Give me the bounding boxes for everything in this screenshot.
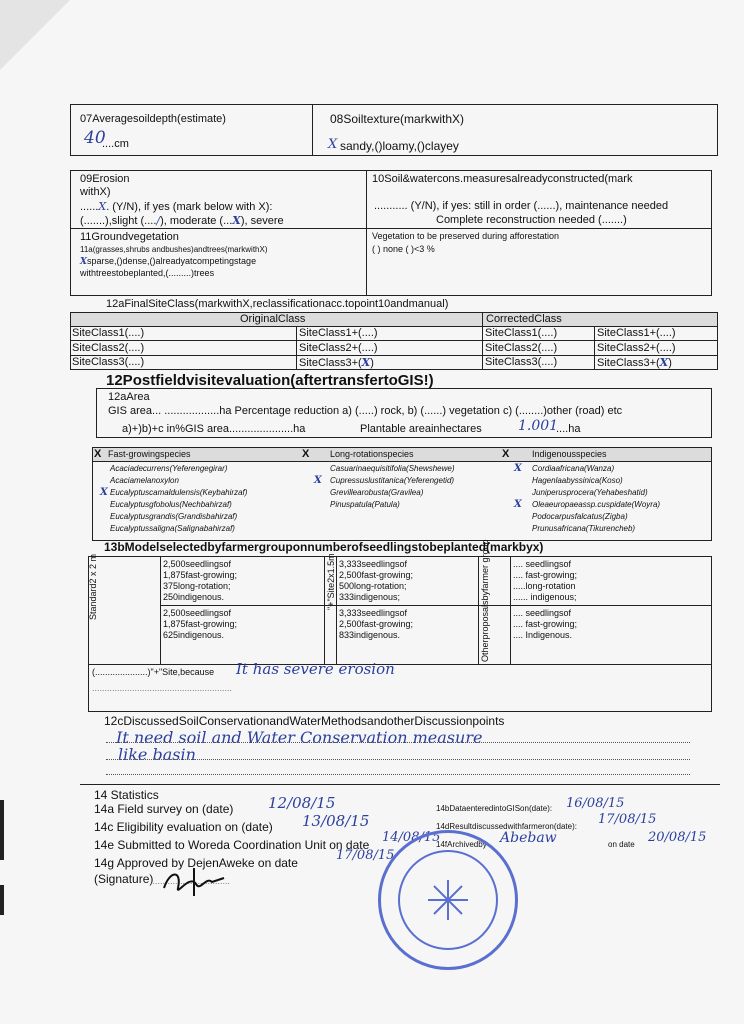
model-cell-line: 2,500seedlingsof (163, 608, 232, 618)
species-item: Hagenlaabyssinica(Koso) (532, 476, 623, 485)
species-item: Pinuspatula(Patula) (330, 500, 400, 509)
species-item: Eucalyptusgrandis(Grandisbahirzaf) (110, 512, 238, 521)
soil-depth-unit: ....cm (102, 138, 129, 150)
gis-area-line: GIS area... ..................ha Percentage reduction a) (.....) rock, b) (......) vegetation c) (........)other (road) etc (108, 405, 623, 417)
site-class-cell: SiteClass3+(X) (299, 356, 374, 369)
species-item: Cupressuslustitanica(Yeferengetid) (330, 476, 455, 485)
model-cell-line: 500long-rotation; (339, 581, 407, 591)
model-cell-line: 833indigenous. (339, 630, 401, 640)
species-mark: X (514, 499, 522, 510)
signature-label: (Signature) (94, 872, 154, 886)
final-site-class-title: 12aFinalSiteClass(markwithX,reclassificationacc.topoint10andmanual) (106, 298, 449, 310)
site-class-cell: SiteClass1(....) (72, 327, 145, 339)
model-cell-line: .... fast-growing; (513, 570, 578, 580)
model-cell-line: .... Indigenous. (513, 630, 573, 640)
page-fold-corner (0, 0, 70, 70)
species-item: Acaciadecurrens(Yeferengegirar) (110, 464, 228, 473)
model-cell-line: .....long-rotation (513, 581, 576, 591)
erosion-severity-line: (.......),slight (..../), moderate (...X), severe (80, 214, 284, 227)
site-class-cell: SiteClass1+(....) (597, 327, 676, 339)
species-mark: X (100, 487, 108, 498)
site-class-cell: SiteClass1(....) (485, 327, 558, 339)
site-class-cell: SiteClass1+(....) (299, 327, 378, 339)
model-cell-line: 375long-rotation; (163, 581, 231, 591)
species-mark: X (314, 475, 322, 486)
model-cell-line: .... fast-growing; (513, 619, 578, 629)
species-item: Cordiaafricana(Wanza) (532, 464, 615, 473)
species-item: Acaciamelanoxylon (110, 476, 179, 485)
model-cell-line: 250indigenous. (163, 592, 225, 602)
field-survey-date: 12/08/15 (268, 794, 336, 812)
ground-vegetation-line2: 11a(grasses,shrubs andbushes)andtrees(markwithX) (80, 245, 268, 254)
site-class-cell: SiteClass2+(....) (299, 342, 378, 354)
model-vert-site: "+"Site2x1.5m (326, 553, 336, 610)
corrected-class-header: CorrectedClass (486, 313, 562, 325)
model-cell-line: 3,333seedlingsof (339, 559, 408, 569)
soil-texture-mark: X (328, 137, 338, 152)
species-col-x: X (502, 448, 510, 460)
soil-water-measures-label: 10Soil&watercons.measuresalreadyconstructed(mark (372, 173, 633, 185)
binding-mark (0, 800, 4, 860)
species-item: Prunusafricana(Tikurencheb) (532, 524, 636, 533)
eligibility-label: 14c Eligibility evaluation on (date) (94, 820, 273, 834)
erosion-label-2: withX) (80, 186, 111, 198)
vegetation-preserved-label: Vegetation to be preserved during afforestation (372, 231, 559, 241)
gis-entered-date: 16/08/15 (566, 796, 625, 811)
species-item: Grevillearobusta(Gravilea) (330, 488, 424, 497)
model-cell-line: 2,500fast-growing; (339, 570, 414, 580)
model-cell-line: .... seedlingsof (513, 559, 572, 569)
discussed-methods-handwriting-2: like basin (118, 745, 196, 764)
species-header-fast: Fast-growingspecies (108, 449, 191, 459)
species-header-long: Long-rotationspecies (330, 449, 414, 459)
archived-date: 20/08/15 (648, 830, 707, 845)
species-item: Juniperusprocera(Yehabeshatid) (532, 488, 648, 497)
species-item: Eucalyptuscamaldulensis(Keybahirzaf) (110, 488, 248, 497)
eligibility-date: 13/08/15 (302, 812, 370, 830)
gis-area-calc: a)+)b)+c in%GIS area.....................ha (122, 423, 306, 435)
site-class-cell: SiteClass2+(....) (597, 342, 676, 354)
species-item: Casuarinaequisitifolia(Shewshewe) (330, 464, 455, 473)
species-header-indigenous: Indigenousspecies (532, 449, 607, 459)
archived-by-name: Abebaw (500, 830, 557, 846)
gis-entered-label: 14bDataenteredintoGISon(date): (436, 804, 553, 813)
submitted-label: 14e Submitted to Woreda Coordination Unit on date (94, 838, 370, 852)
species-item: Podocarpusfalcatus(Zigba) (532, 512, 628, 521)
species-item: Oleaeuropaeassp.cuspidate(Woyra) (532, 500, 661, 509)
plantable-area-unit: ....ha (556, 423, 581, 435)
model-vert-other: Otherproposalsbyfarmer group (480, 539, 490, 662)
species-item: Eucalyptussaligna(Salignabahirzaf) (110, 524, 235, 533)
model-cell-line: 1,875fast-growing; (163, 619, 238, 629)
model-cell-line: .... seedlingsof (513, 608, 572, 618)
area-label: 12aArea (108, 391, 150, 403)
site-class-cell: SiteClass3(....) (485, 356, 558, 368)
soil-texture-label: 08Soiltexture(markwithX) (330, 112, 465, 126)
ground-vegetation-label: 11Groundvegetation (80, 231, 179, 243)
model-because-dotline: ........................................................ (92, 683, 233, 693)
site-class-cell: SiteClass2(....) (72, 342, 145, 354)
ground-vegetation-line3: Xsparse,()dense,()alreadyatcompetingstage (80, 256, 257, 267)
approved-label: 14g Approved by DejenAweke on date (94, 856, 298, 870)
model-cell-line: 625indigenous. (163, 630, 225, 640)
soil-depth-label: 07Averagesoildepth(estimate) (80, 113, 226, 125)
post-field-evaluation-title: 12Postfieldvisitevaluation(aftertransfertoGIS!) (106, 372, 434, 389)
soil-water-measures-line3: Complete reconstruction needed (.......) (436, 214, 627, 226)
discussed-methods-title: 12cDiscussedSoilConservationandWaterMethodsandotherDiscussionpoints (104, 714, 505, 728)
model-cell-line: 333indigenous; (339, 592, 401, 602)
field-survey-label: 14a Field survey on (date) (94, 802, 234, 816)
model-because-handwriting: It has severe erosion (236, 660, 395, 678)
model-cell-line: 2,500seedlingsof (163, 559, 232, 569)
model-cell-line: ...... indigenous; (513, 592, 577, 602)
signature-dotline: ................................ (150, 876, 231, 886)
result-discussed-label: 14dResultdiscussedwithfarmeron(date): (436, 822, 577, 831)
species-col-x: X (302, 448, 310, 460)
plantable-area-label: Plantable areainhectares (360, 423, 482, 435)
species-col-x: X (94, 448, 102, 460)
result-discussed-date: 17/08/15 (598, 812, 657, 827)
plantable-area-value: 1.001 (518, 418, 559, 434)
binding-mark (0, 885, 4, 915)
archived-on-label: on date (608, 840, 635, 849)
archived-by-label: 14fArchivedby (436, 840, 487, 849)
soil-texture-options: sandy,()loamy,()clayey (340, 139, 459, 153)
original-class-header: OriginalClass (240, 313, 306, 325)
soil-water-measures-line2: ........... (Y/N), if yes: still in order (......), maintenance needed (374, 200, 669, 212)
model-cell-line: 2,500fast-growing; (339, 619, 414, 629)
submitted-date: 14/08/15 (382, 830, 441, 845)
erosion-yn-line: ......X. (Y/N), if yes (mark below with X): (80, 200, 273, 213)
species-mark: X (514, 463, 522, 474)
signature-scribble (160, 866, 230, 900)
species-item: Eucalyptusgfobolus(Nechbahirzaf) (110, 500, 232, 509)
statistics-title: 14 Statistics (94, 788, 159, 802)
model-cell-line: 3,333seedlingsof (339, 608, 408, 618)
discussed-methods-handwriting-1: It need soil and Water Conservation measure (116, 728, 483, 747)
model-cell-line: 1,875fast-growing; (163, 570, 238, 580)
ground-vegetation-line4: withtreestobeplanted,(.........)trees (80, 268, 215, 278)
site-class-cell: SiteClass3(....) (72, 356, 145, 368)
vegetation-preserved-options: ( ) none ( )<3 % (372, 244, 435, 254)
approved-date: 17/08/15 (336, 848, 395, 863)
site-class-cell: SiteClass3+(X) (597, 356, 672, 369)
soil-depth-value: 40 (84, 128, 106, 148)
stamp-emblem (418, 870, 478, 930)
erosion-label: 09Erosion (80, 173, 130, 185)
model-vert-standard: Standard2 x 2 m (88, 553, 98, 620)
model-selected-title: 13bModelselectedbyfarmergrouponnumberofseedlingstobeplanted(markbyx) (104, 540, 544, 554)
model-because-label: (.....................)"+"Site,because (92, 667, 215, 677)
site-class-cell: SiteClass2(....) (485, 342, 558, 354)
